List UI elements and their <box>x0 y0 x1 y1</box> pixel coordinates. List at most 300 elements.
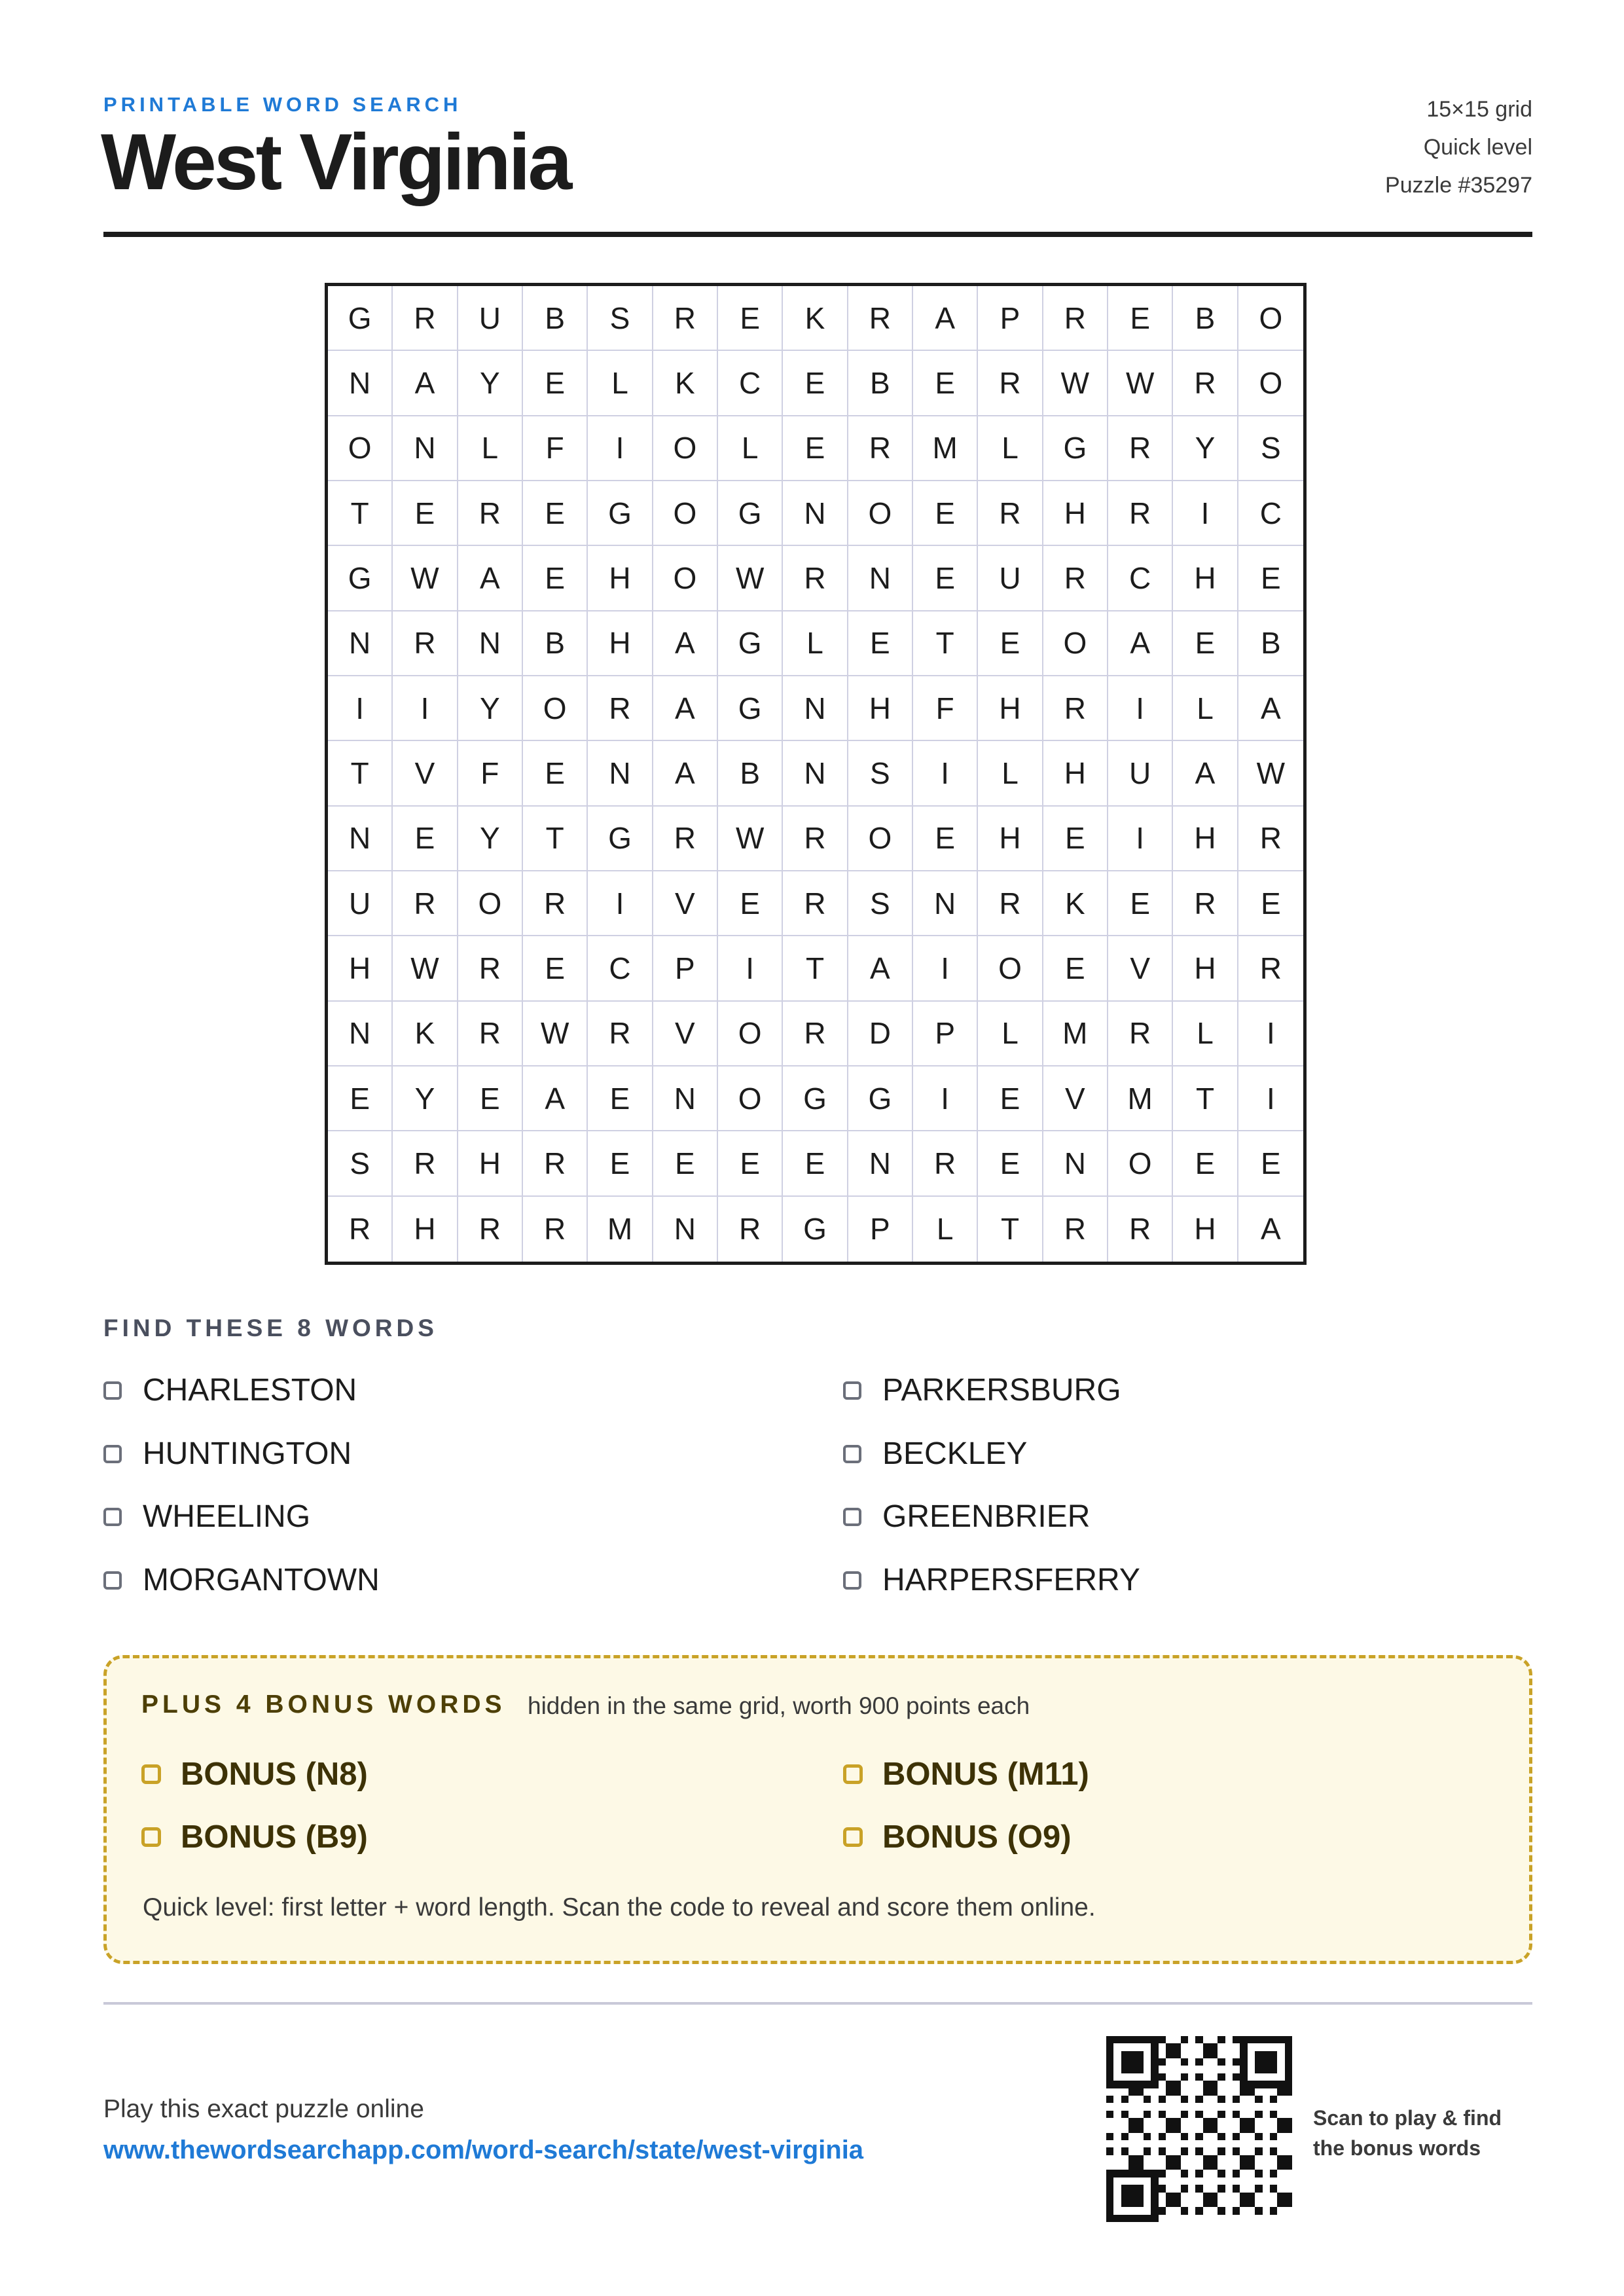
grid-cell[interactable]: E <box>1238 1131 1303 1196</box>
grid-cell[interactable]: E <box>523 936 588 1001</box>
grid-cell[interactable]: R <box>1108 416 1173 481</box>
grid-cell[interactable]: G <box>328 286 393 351</box>
grid-cell[interactable]: E <box>913 481 978 546</box>
grid-cell[interactable]: N <box>653 1197 718 1262</box>
grid-cell[interactable]: Y <box>458 676 523 741</box>
grid-cell[interactable]: E <box>523 351 588 416</box>
grid-cell[interactable]: N <box>328 1002 393 1066</box>
grid-cell[interactable]: K <box>653 351 718 416</box>
grid-cell[interactable]: Y <box>1173 416 1238 481</box>
grid-cell[interactable]: R <box>1108 481 1173 546</box>
grid-cell[interactable]: H <box>1173 1197 1238 1262</box>
grid-cell[interactable]: E <box>523 546 588 611</box>
grid-cell[interactable]: V <box>393 741 458 806</box>
grid-cell[interactable]: O <box>848 807 913 871</box>
qr-module <box>1210 2207 1218 2214</box>
grid-cell[interactable]: R <box>653 286 718 351</box>
qr-module <box>1270 2162 1277 2170</box>
grid-cell[interactable]: H <box>1173 807 1238 871</box>
qr-module <box>1195 2147 1202 2155</box>
grid-cell[interactable]: B <box>1173 286 1238 351</box>
grid-cell[interactable]: H <box>328 936 393 1001</box>
qr-module <box>1263 2073 1270 2081</box>
grid-cell[interactable]: I <box>1108 676 1173 741</box>
grid-cell[interactable]: I <box>913 741 978 806</box>
grid-cell[interactable]: R <box>458 936 523 1001</box>
grid-cell[interactable]: K <box>1043 871 1108 936</box>
grid-cell[interactable]: E <box>978 1131 1043 1196</box>
grid-cell[interactable]: L <box>718 416 783 481</box>
grid-cell[interactable]: N <box>1043 1131 1108 1196</box>
grid-cell[interactable]: A <box>653 676 718 741</box>
qr-module <box>1173 2051 1180 2058</box>
grid-cell[interactable]: E <box>328 1066 393 1131</box>
grid-cell[interactable]: F <box>913 676 978 741</box>
grid-cell[interactable]: H <box>588 611 653 676</box>
grid-cell[interactable]: T <box>1173 1066 1238 1131</box>
grid-cell[interactable]: V <box>1108 936 1173 1001</box>
grid-cell[interactable]: R <box>523 1131 588 1196</box>
qr-module <box>1166 2140 1173 2147</box>
grid-cell[interactable]: E <box>783 416 848 481</box>
grid-cell[interactable]: H <box>393 1197 458 1262</box>
grid-cell[interactable]: R <box>1108 1197 1173 1262</box>
qr-module <box>1181 2088 1188 2096</box>
grid-cell[interactable]: E <box>653 1131 718 1196</box>
grid-cell[interactable]: I <box>1238 1002 1303 1066</box>
grid-cell[interactable]: N <box>783 676 848 741</box>
grid-cell[interactable]: E <box>1108 871 1173 936</box>
grid-cell[interactable]: O <box>1108 1131 1173 1196</box>
grid-cell[interactable]: L <box>588 351 653 416</box>
grid-cell[interactable]: N <box>588 741 653 806</box>
grid-cell[interactable]: L <box>978 741 1043 806</box>
grid-cell[interactable]: R <box>783 871 848 936</box>
qr-module <box>1151 2043 1158 2050</box>
grid-cell[interactable]: R <box>1173 351 1238 416</box>
grid-cell[interactable]: V <box>1043 1066 1108 1131</box>
grid-cell[interactable]: R <box>393 286 458 351</box>
checkbox[interactable] <box>103 1571 122 1590</box>
grid-cell[interactable]: G <box>718 481 783 546</box>
grid-cell[interactable]: O <box>1238 286 1303 351</box>
qr-module <box>1277 2066 1284 2073</box>
grid-cell[interactable]: R <box>1173 871 1238 936</box>
grid-cell[interactable]: H <box>1173 936 1238 1001</box>
grid-cell[interactable]: N <box>848 546 913 611</box>
grid-cell[interactable]: E <box>913 807 978 871</box>
qr-module <box>1195 2125 1202 2132</box>
grid-cell[interactable]: L <box>1173 676 1238 741</box>
grid-cell[interactable]: H <box>848 676 913 741</box>
grid-cell[interactable]: W <box>718 546 783 611</box>
qr-module <box>1285 2111 1292 2118</box>
grid-cell[interactable]: B <box>1238 611 1303 676</box>
grid-cell[interactable]: A <box>393 351 458 416</box>
grid-cell[interactable]: H <box>1043 741 1108 806</box>
grid-cell[interactable]: G <box>783 1197 848 1262</box>
grid-cell[interactable]: R <box>1043 676 1108 741</box>
qr-module <box>1195 2178 1202 2185</box>
checkbox[interactable] <box>103 1445 122 1463</box>
grid-cell[interactable]: N <box>653 1066 718 1131</box>
grid-cell[interactable]: E <box>1173 1131 1238 1196</box>
qr-module <box>1263 2162 1270 2170</box>
grid-cell[interactable]: E <box>913 351 978 416</box>
grid-cell[interactable]: M <box>1043 1002 1108 1066</box>
grid-cell[interactable]: R <box>1108 1002 1173 1066</box>
grid-cell[interactable]: F <box>523 416 588 481</box>
grid-cell[interactable]: E <box>718 1131 783 1196</box>
grid-cell[interactable]: R <box>1043 286 1108 351</box>
qr-module <box>1248 2036 1255 2043</box>
checkbox[interactable] <box>843 1508 861 1526</box>
grid-cell[interactable]: L <box>458 416 523 481</box>
grid-cell[interactable]: W <box>393 936 458 1001</box>
qr-module <box>1248 2073 1255 2081</box>
grid-cell[interactable]: P <box>848 1197 913 1262</box>
bonus-checkbox[interactable] <box>843 1764 863 1784</box>
grid-cell[interactable]: M <box>588 1197 653 1262</box>
grid-cell[interactable]: E <box>1108 286 1173 351</box>
grid-cell[interactable]: P <box>978 286 1043 351</box>
grid-cell[interactable]: N <box>458 611 523 676</box>
grid-cell[interactable]: G <box>718 676 783 741</box>
grid-cell[interactable]: S <box>848 871 913 936</box>
grid-cell[interactable]: R <box>328 1197 393 1262</box>
grid-cell[interactable]: F <box>458 741 523 806</box>
grid-cell[interactable]: U <box>1108 741 1173 806</box>
bonus-checkbox[interactable] <box>141 1764 161 1784</box>
qr-module <box>1159 2155 1166 2162</box>
grid-cell[interactable]: O <box>1043 611 1108 676</box>
grid-cell[interactable]: O <box>1238 351 1303 416</box>
qr-module <box>1113 2178 1121 2185</box>
grid-cell[interactable]: O <box>328 416 393 481</box>
grid-cell[interactable]: L <box>913 1197 978 1262</box>
grid-cell[interactable]: C <box>588 936 653 1001</box>
qr-module <box>1195 2043 1202 2050</box>
grid-cell[interactable]: S <box>588 286 653 351</box>
qr-module <box>1136 2155 1143 2162</box>
grid-cell[interactable]: R <box>783 1002 848 1066</box>
grid-cell[interactable]: A <box>1238 676 1303 741</box>
grid-cell[interactable]: R <box>393 1131 458 1196</box>
grid-cell[interactable]: H <box>1173 546 1238 611</box>
qr-module <box>1203 2036 1210 2043</box>
qr-module <box>1285 2200 1292 2207</box>
grid-cell[interactable]: H <box>978 807 1043 871</box>
grid-cell[interactable]: E <box>978 1066 1043 1131</box>
qr-module <box>1188 2066 1195 2073</box>
grid-cell[interactable]: R <box>653 807 718 871</box>
qr-module <box>1159 2215 1166 2222</box>
grid-cell[interactable]: E <box>978 611 1043 676</box>
grid-cell[interactable]: E <box>718 286 783 351</box>
grid-cell[interactable]: E <box>1043 807 1108 871</box>
grid-cell[interactable]: Y <box>458 351 523 416</box>
grid-cell[interactable]: S <box>848 741 913 806</box>
grid-cell[interactable]: T <box>328 741 393 806</box>
grid-cell[interactable]: C <box>718 351 783 416</box>
qr-module <box>1106 2051 1113 2058</box>
grid-cell[interactable]: O <box>718 1002 783 1066</box>
qr-module <box>1240 2140 1247 2147</box>
qr-module <box>1255 2147 1262 2155</box>
grid-cell[interactable]: W <box>393 546 458 611</box>
grid-cell[interactable]: C <box>1238 481 1303 546</box>
grid-cell[interactable]: P <box>913 1002 978 1066</box>
grid-cell[interactable]: C <box>1108 546 1173 611</box>
grid-cell[interactable]: R <box>1238 936 1303 1001</box>
grid-cell[interactable]: L <box>978 416 1043 481</box>
grid-cell[interactable]: E <box>523 481 588 546</box>
grid-cell[interactable]: L <box>978 1002 1043 1066</box>
grid-cell[interactable]: B <box>718 741 783 806</box>
grid-cell[interactable]: U <box>458 286 523 351</box>
grid-cell[interactable]: N <box>328 611 393 676</box>
qr-module <box>1151 2066 1158 2073</box>
grid-cell[interactable]: A <box>458 546 523 611</box>
grid-cell[interactable]: N <box>783 481 848 546</box>
grid-cell[interactable]: E <box>913 546 978 611</box>
puzzle-url-link[interactable]: www.thewordsearchapp.com/word-search/state/west-virginia <box>103 2136 864 2164</box>
grid-cell[interactable]: R <box>393 611 458 676</box>
qr-module <box>1144 2066 1151 2073</box>
grid-cell[interactable]: N <box>328 807 393 871</box>
grid-cell[interactable]: I <box>718 936 783 1001</box>
grid-cell[interactable]: E <box>393 481 458 546</box>
qr-module <box>1203 2140 1210 2147</box>
grid-cell[interactable]: H <box>1043 481 1108 546</box>
grid-cell[interactable]: R <box>1238 807 1303 871</box>
checkbox[interactable] <box>843 1445 861 1463</box>
qr-module <box>1173 2155 1180 2162</box>
grid-cell[interactable]: A <box>653 741 718 806</box>
qr-module <box>1233 2103 1240 2110</box>
word-item <box>103 1436 352 1472</box>
grid-cell[interactable]: L <box>783 611 848 676</box>
grid-cell[interactable]: N <box>783 741 848 806</box>
grid-cell[interactable]: A <box>913 286 978 351</box>
grid-cell[interactable]: G <box>588 481 653 546</box>
grid-cell[interactable]: G <box>1043 416 1108 481</box>
grid-cell[interactable]: R <box>978 481 1043 546</box>
grid-cell[interactable]: E <box>718 871 783 936</box>
qr-module <box>1188 2215 1195 2222</box>
grid-cell[interactable]: I <box>1173 481 1238 546</box>
grid-cell[interactable]: G <box>783 1066 848 1131</box>
grid-cell[interactable]: N <box>913 871 978 936</box>
qr-module <box>1270 2200 1277 2207</box>
grid-cell[interactable]: U <box>328 871 393 936</box>
grid-cell[interactable]: R <box>588 1002 653 1066</box>
qr-module <box>1248 2162 1255 2170</box>
grid-cell[interactable]: A <box>653 611 718 676</box>
grid-cell[interactable]: U <box>978 546 1043 611</box>
grid-cell[interactable]: R <box>393 871 458 936</box>
grid-cell[interactable]: T <box>978 1197 1043 1262</box>
qr-module <box>1173 2043 1180 2050</box>
grid-cell[interactable]: R <box>783 807 848 871</box>
grid-cell[interactable]: T <box>523 807 588 871</box>
qr-module <box>1195 2162 1202 2170</box>
qr-module <box>1255 2051 1262 2058</box>
grid-cell[interactable]: K <box>393 1002 458 1066</box>
grid-cell[interactable]: E <box>1238 871 1303 936</box>
grid-cell[interactable]: R <box>523 871 588 936</box>
grid-cell[interactable]: O <box>978 936 1043 1001</box>
grid-cell[interactable]: E <box>783 351 848 416</box>
grid-cell[interactable]: E <box>393 807 458 871</box>
qr-module <box>1218 2036 1225 2043</box>
grid-cell[interactable]: B <box>848 351 913 416</box>
grid-cell[interactable]: E <box>523 741 588 806</box>
grid-cell[interactable]: W <box>523 1002 588 1066</box>
grid-cell[interactable]: B <box>523 286 588 351</box>
grid-cell[interactable]: G <box>328 546 393 611</box>
grid-cell[interactable]: A <box>1173 741 1238 806</box>
grid-cell[interactable]: O <box>848 481 913 546</box>
grid-cell[interactable]: M <box>1108 1066 1173 1131</box>
qr-module <box>1195 2111 1202 2118</box>
qr-code[interactable] <box>1106 2036 1292 2222</box>
qr-module <box>1195 2088 1202 2096</box>
grid-cell[interactable]: N <box>328 351 393 416</box>
grid-cell[interactable]: I <box>913 1066 978 1131</box>
grid-cell[interactable]: R <box>588 676 653 741</box>
grid-cell[interactable]: E <box>588 1131 653 1196</box>
grid-cell[interactable]: E <box>848 611 913 676</box>
grid-cell[interactable]: T <box>913 611 978 676</box>
qr-module <box>1159 2073 1166 2081</box>
grid-cell[interactable]: O <box>458 871 523 936</box>
grid-cell[interactable]: O <box>653 481 718 546</box>
grid-cell[interactable]: R <box>913 1131 978 1196</box>
qr-module <box>1277 2051 1284 2058</box>
grid-cell[interactable]: S <box>328 1131 393 1196</box>
qr-module <box>1210 2073 1218 2081</box>
grid-cell[interactable]: B <box>523 611 588 676</box>
grid-cell[interactable]: W <box>1043 351 1108 416</box>
qr-module <box>1270 2103 1277 2110</box>
grid-cell[interactable]: R <box>848 416 913 481</box>
grid-cell[interactable]: R <box>978 871 1043 936</box>
grid-cell[interactable]: R <box>458 481 523 546</box>
grid-cell[interactable]: I <box>913 936 978 1001</box>
qr-module <box>1210 2036 1218 2043</box>
grid-cell[interactable]: I <box>393 676 458 741</box>
qr-module <box>1159 2081 1166 2088</box>
qr-module <box>1263 2185 1270 2192</box>
grid-cell[interactable]: G <box>848 1066 913 1131</box>
checkbox[interactable] <box>843 1571 861 1590</box>
grid-cell[interactable]: H <box>458 1131 523 1196</box>
word-item <box>843 1499 1090 1535</box>
grid-cell[interactable]: I <box>1238 1066 1303 1131</box>
grid-cell[interactable]: E <box>783 1131 848 1196</box>
grid-cell[interactable]: E <box>1238 546 1303 611</box>
grid-cell[interactable]: R <box>523 1197 588 1262</box>
grid-cell[interactable]: E <box>588 1066 653 1131</box>
qr-module <box>1166 2133 1173 2140</box>
qr-module <box>1159 2036 1166 2043</box>
qr-module <box>1248 2207 1255 2214</box>
grid-cell[interactable]: R <box>783 546 848 611</box>
grid-cell[interactable]: R <box>1043 1197 1108 1262</box>
grid-cell[interactable]: R <box>978 351 1043 416</box>
grid-cell[interactable]: K <box>783 286 848 351</box>
grid-cell[interactable]: D <box>848 1002 913 1066</box>
grid-cell[interactable]: V <box>653 1002 718 1066</box>
grid-cell[interactable]: W <box>1238 741 1303 806</box>
qr-module <box>1159 2058 1166 2066</box>
grid-cell[interactable]: Y <box>458 807 523 871</box>
grid-cell[interactable]: R <box>458 1002 523 1066</box>
grid-cell[interactable]: A <box>523 1066 588 1131</box>
grid-cell[interactable]: P <box>653 936 718 1001</box>
grid-cell[interactable]: A <box>848 936 913 1001</box>
qr-module <box>1285 2125 1292 2132</box>
checkbox[interactable] <box>103 1508 122 1526</box>
grid-cell[interactable]: R <box>1043 546 1108 611</box>
qr-module <box>1225 2147 1233 2155</box>
qr-module <box>1113 2155 1121 2162</box>
grid-cell[interactable]: G <box>588 807 653 871</box>
grid-cell[interactable]: W <box>1108 351 1173 416</box>
grid-cell[interactable]: E <box>1173 611 1238 676</box>
grid-cell[interactable]: R <box>458 1197 523 1262</box>
qr-module <box>1225 2200 1233 2207</box>
qr-module <box>1113 2162 1121 2170</box>
grid-cell[interactable]: L <box>1173 1002 1238 1066</box>
grid-cell[interactable]: O <box>653 546 718 611</box>
bonus-checkbox[interactable] <box>843 1827 863 1847</box>
grid-cell[interactable]: I <box>328 676 393 741</box>
grid-cell[interactable]: A <box>1260 1212 1281 1247</box>
grid-cell[interactable]: O <box>653 416 718 481</box>
grid-cell[interactable]: R <box>848 286 913 351</box>
grid-cell[interactable]: N <box>848 1131 913 1196</box>
grid-cell[interactable]: T <box>328 481 393 546</box>
grid-cell[interactable]: Y <box>393 1066 458 1131</box>
bonus-checkbox[interactable] <box>141 1827 161 1847</box>
grid-cell[interactable]: O <box>718 1066 783 1131</box>
grid-cell[interactable]: V <box>653 871 718 936</box>
checkbox[interactable] <box>843 1381 861 1400</box>
grid-cell[interactable]: I <box>588 871 653 936</box>
grid-cell[interactable]: A <box>1108 611 1173 676</box>
grid-cell[interactable]: R <box>718 1197 783 1262</box>
grid-cell[interactable]: O <box>523 676 588 741</box>
grid-cell[interactable]: W <box>718 807 783 871</box>
grid-cell[interactable]: H <box>978 676 1043 741</box>
qr-module <box>1240 2178 1247 2185</box>
grid-cell[interactable]: E <box>1043 936 1108 1001</box>
grid-cell[interactable]: E <box>458 1066 523 1131</box>
grid-cell[interactable]: G <box>718 611 783 676</box>
grid-cell[interactable]: S <box>1238 416 1303 481</box>
qr-module <box>1285 2140 1292 2147</box>
bonus-subheading: hidden in the same grid, worth 900 points each <box>528 1692 1030 1719</box>
grid-cell[interactable]: I <box>1108 807 1173 871</box>
checkbox[interactable] <box>103 1381 122 1400</box>
grid-cell[interactable]: M <box>913 416 978 481</box>
grid-cell[interactable]: T <box>783 936 848 1001</box>
grid-cell[interactable]: N <box>393 416 458 481</box>
grid-cell[interactable]: I <box>588 416 653 481</box>
grid-cell[interactable]: H <box>588 546 653 611</box>
